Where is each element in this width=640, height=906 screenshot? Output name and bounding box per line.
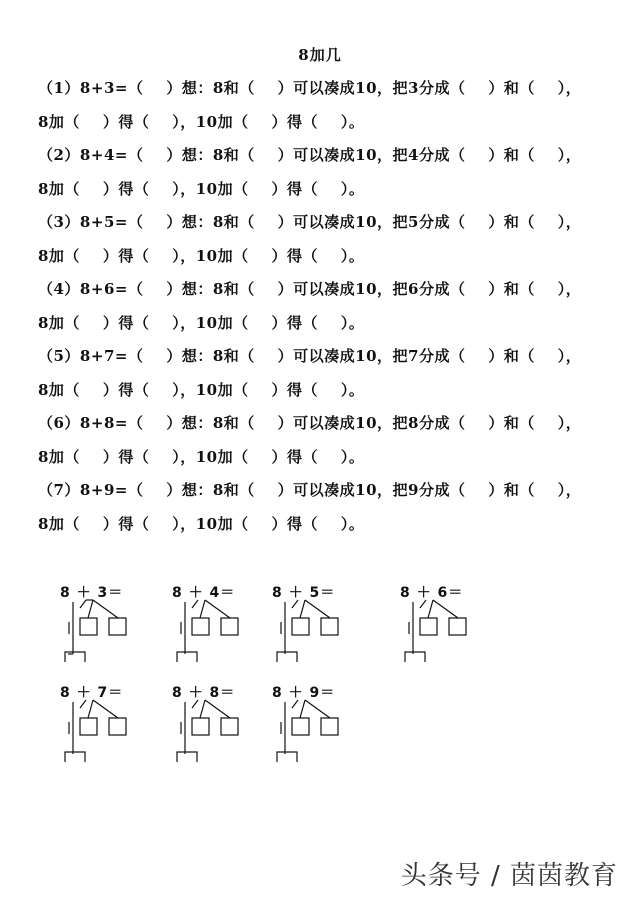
exercise-line: （5）8+7=（ ）想：8和（ ）可以凑成10，把7分成（ ）和（ ）， [38,347,582,365]
decomposition-diagram [172,682,262,762]
worksheet-title: 8加几 [298,46,342,64]
diagram-equation: 8 ＋ 7＝ [60,685,124,701]
exercise-line: 8加（ ）得（ ），10加（ ）得（ ）。 [38,447,365,466]
decomposition-diagram [400,582,490,662]
diagram-equation: 8 ＋ 8＝ [172,685,236,701]
diagram-equation: 8 ＋ 6＝ [400,585,464,601]
exercise-line: （1）8+3=（ ）想：8和（ ）可以凑成10，把3分成（ ）和（ ）， [38,79,582,97]
exercise-line: 8加（ ）得（ ），10加（ ）得（ ）。 [38,380,365,399]
exercise-line: 8加（ ）得（ ），10加（ ）得（ ）。 [38,179,365,198]
exercise-lines [38,80,608,549]
decomposition-diagram [272,582,362,662]
diagram-equation: 8 ＋ 4＝ [172,585,236,601]
exercise-line: 8加（ ）得（ ），10加（ ）得（ ）。 [38,246,365,265]
exercise-line: （6）8+8=（ ）想：8和（ ）可以凑成10，把8分成（ ）和（ ）， [38,414,582,432]
exercise-line: （2）8+4=（ ）想：8和（ ）可以凑成10，把4分成（ ）和（ ）， [38,146,582,164]
diagram-equation: 8 ＋ 9＝ [272,685,336,701]
exercise-line: （7）8+9=（ ）想：8和（ ）可以凑成10，把9分成（ ）和（ ）， [38,481,582,499]
exercise-line: 8加（ ）得（ ），10加（ ）得（ ）。 [38,313,365,332]
exercise-line: 8加（ ）得（ ），10加（ ）得（ ）。 [38,112,365,131]
decomposition-diagram [60,582,150,662]
exercise-line: 8加（ ）得（ ），10加（ ）得（ ）。 [38,514,365,533]
diagram-equation: 8 ＋ 5＝ [272,585,336,601]
exercise-line: （4）8+6=（ ）想：8和（ ）可以凑成10，把6分成（ ）和（ ）， [38,280,582,298]
decomposition-diagram [272,682,362,762]
decomposition-diagram [172,582,262,662]
exercise-line: （3）8+5=（ ）想：8和（ ）可以凑成10，把5分成（ ）和（ ）， [38,213,582,231]
watermark-text: 头条号 / 茵茵教育 [400,861,618,891]
diagram-equation: 8 ＋ 3＝ [60,585,124,601]
decomposition-diagram [60,682,150,762]
